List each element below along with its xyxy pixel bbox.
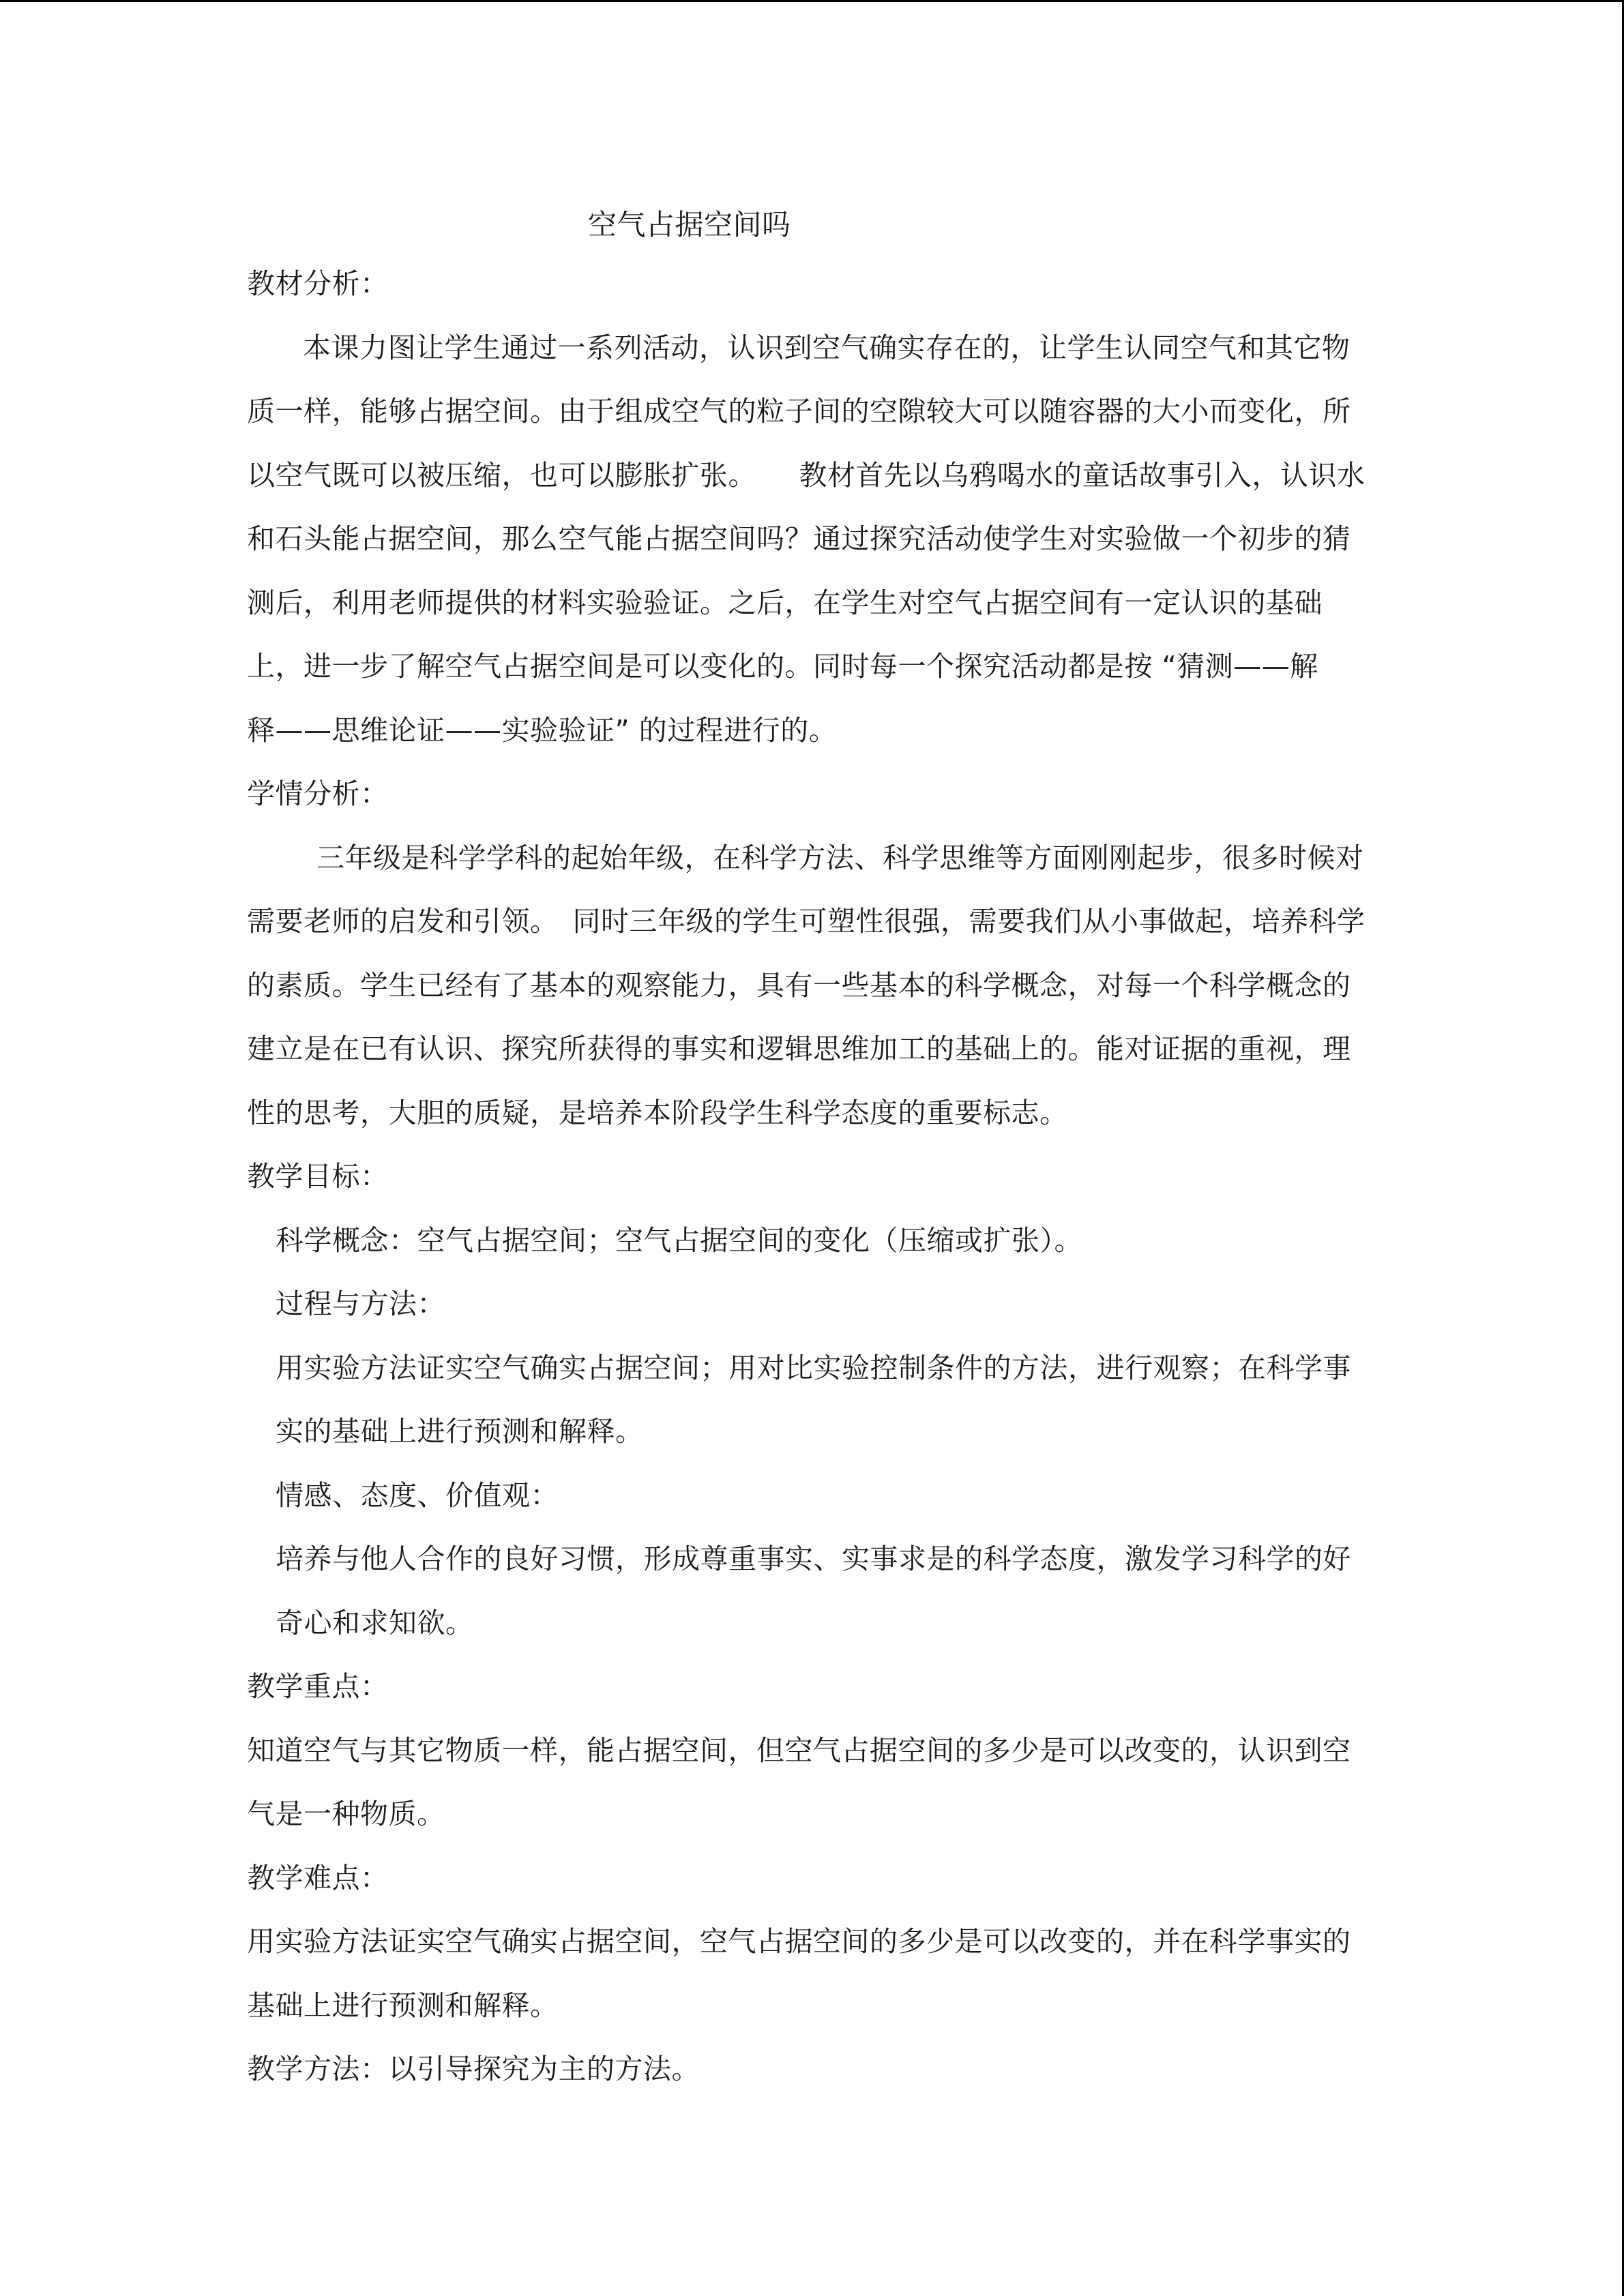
paragraph-line: 基础上进行预测和解释。 (247, 1988, 559, 2022)
key-points-heading: 教学重点： (247, 1670, 389, 1703)
paragraph-line: 质一样，能够占据空间。由于组成空气的粒子间的空隙较大可以随容器的大小而变化，所 (247, 395, 1351, 428)
teaching-goals-content (247, 1209, 1379, 1656)
paragraph-line: 奇心和求知欲。 (276, 1606, 474, 1639)
paragraph-line: 培养与他人合作的良好习惯，形成尊重事实、实事求是的科学态度，激发学习科学的好 (276, 1542, 1351, 1575)
key-points-paragraph (247, 1719, 1379, 1847)
document-title: 空气占据空间吗 (588, 208, 791, 241)
paragraph-line: 和石头能占据空间，那么空气能占据空间吗？通过探究活动使学生对实验做一个初步的猜 (247, 522, 1351, 555)
teaching-goals-heading: 教学目标： (247, 1160, 389, 1193)
document-body (247, 198, 1379, 2102)
paragraph-line: 测后，利用老师提供的材料实验验证。之后，在学生对空气占据空间有一定认识的基础 (247, 586, 1323, 619)
paragraph-line: 上，进一步了解空气占据空间是可以变化的。同时每一个探究活动都是按 “猜测——解 (247, 650, 1318, 683)
paragraph-line: 用实验方法证实空气确实占据空间，空气占据空间的多少是可以改变的，并在科学事实的 (247, 1925, 1351, 1958)
student-analysis-paragraph (247, 826, 1379, 1146)
difficulties-heading: 教学难点： (247, 1861, 389, 1894)
paragraph-line: 建立是在已有认识、探究所获得的事实和逻辑思维加工的基础上的。能对证据的重视，理 (247, 1032, 1351, 1065)
paragraph-line: 实的基础上进行预测和解释。 (276, 1415, 644, 1448)
difficulties-paragraph (247, 1910, 1379, 2038)
attitude-heading: 情感、态度、价值观： (276, 1478, 559, 1512)
science-concept-line: 科学概念：空气占据空间；空气占据空间的变化（压缩或扩张）。 (276, 1223, 1082, 1257)
paragraph-line: 的素质。学生已经有了基本的观察能力，具有一些基本的科学概念，对每一个科学概念的 (247, 968, 1351, 1002)
paragraph-line: 需要老师的启发和引领。 同时三年级的学生可塑性很强，需要我们从小事做起，培养科学 (247, 905, 1365, 938)
paragraph-line: 以空气既可以被压缩，也可以膨胀扩张。 教材首先以乌鸦喝水的童话故事引入，认识水 (247, 458, 1365, 492)
page-top-border (0, 0, 1624, 2)
paragraph-line: 用实验方法证实空气确实占据空间；用对比实验控制条件的方法，进行观察；在科学事 (276, 1351, 1351, 1384)
paragraph-line: 本课力图让学生通过一系列活动，认识到空气确实存在的，让学生认同空气和其它物 (303, 331, 1350, 364)
textbook-analysis-paragraph (247, 316, 1379, 763)
teaching-method-line: 教学方法：以引导探究为主的方法。 (247, 2053, 700, 2085)
process-method-heading: 过程与方法： (276, 1287, 445, 1320)
textbook-analysis-heading: 教材分析： (247, 267, 389, 300)
paragraph-line: 性的思考，大胆的质疑，是培养本阶段学生科学态度的重要标志。 (247, 1096, 1068, 1129)
paragraph-line: 三年级是科学学科的起始年级，在科学方法、科学思维等方面刚刚起步，很多时候对 (316, 841, 1364, 874)
paragraph-line: 释——思维论证——实验验证” 的过程进行的。 (247, 713, 838, 747)
student-analysis-heading: 学情分析： (247, 777, 389, 810)
paragraph-line: 气是一种物质。 (247, 1798, 445, 1830)
paragraph-line: 知道空气与其它物质一样，能占据空间，但空气占据空间的多少是可以改变的，认识到空 (247, 1733, 1351, 1767)
